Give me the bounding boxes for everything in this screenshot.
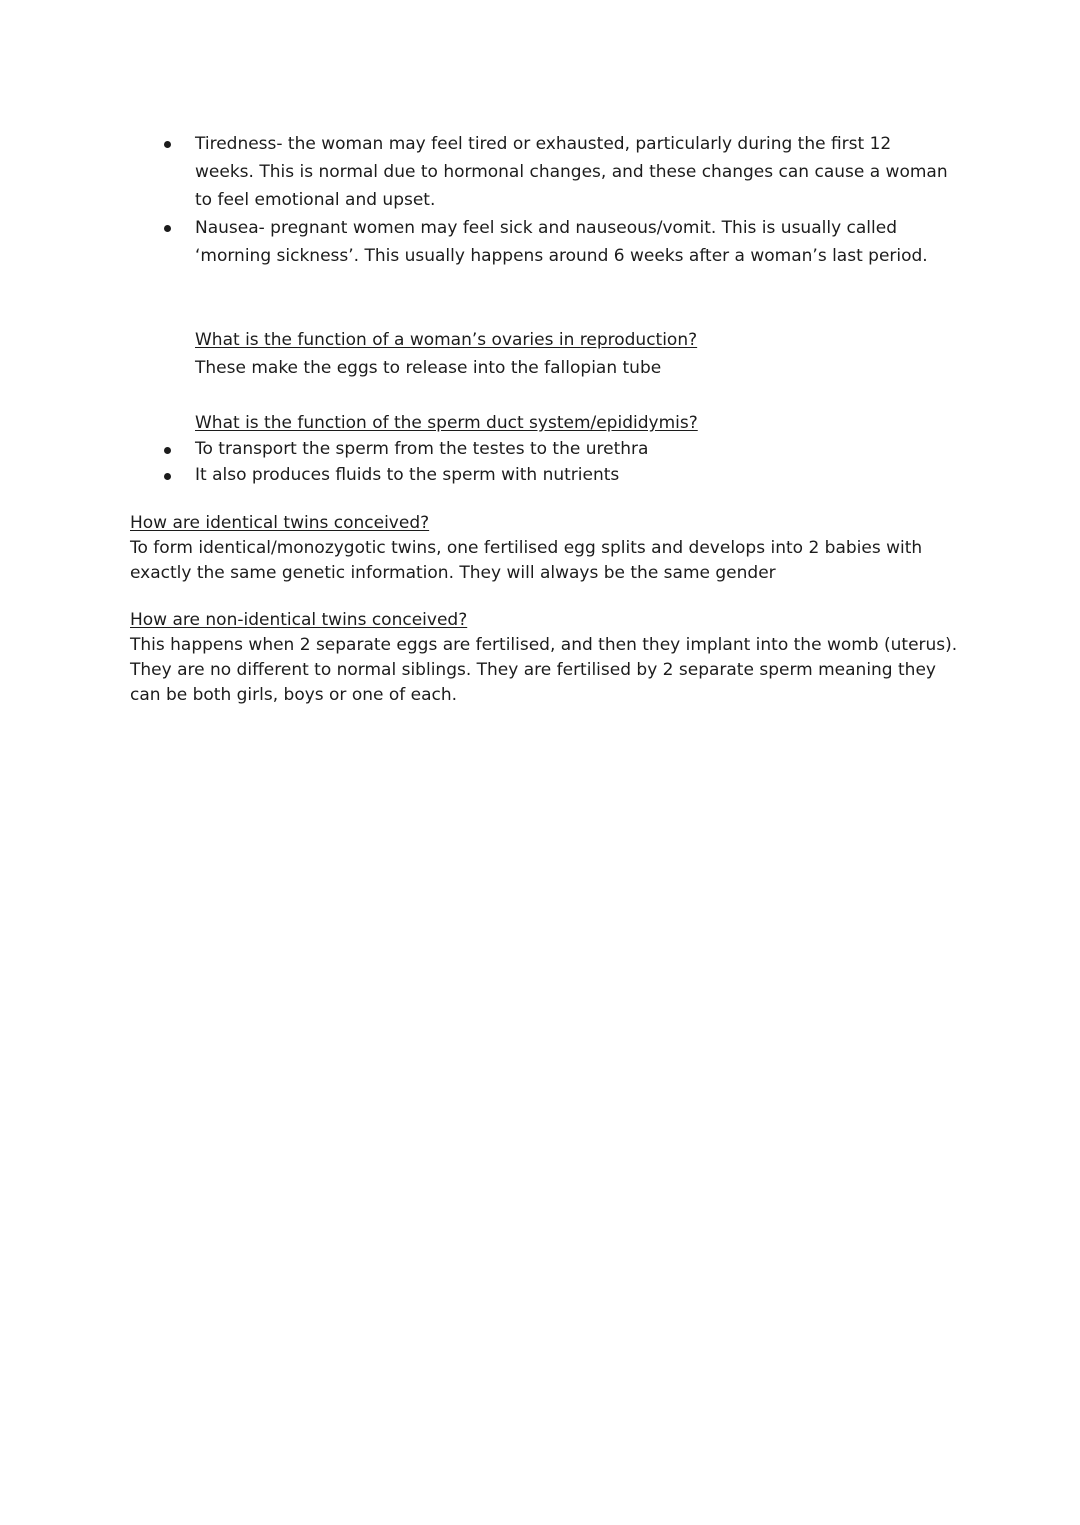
bullet-icon <box>164 447 171 454</box>
bullet-icon <box>164 225 171 232</box>
bullet-icon <box>164 473 171 480</box>
sperm-duct-question: What is the function of the sperm duct system/epididymis? <box>195 413 698 433</box>
sperm-duct-answer-fluids: It also produces fluids to the sperm with nutrients <box>195 465 620 485</box>
symptom-nausea-text: Nausea- pregnant women may feel sick and nauseous/vomit. This is usually called ‘morning sickness’. This usually happens around 6 weeks after a woman’s last period. <box>195 218 928 266</box>
ovaries-question: What is the function of a woman’s ovaries in reproduction? <box>195 330 698 350</box>
non-identical-twins-answer: This happens when 2 separate eggs are fertilised, and then they implant into the womb (uterus). They are no different to normal siblings. They are fertilised by 2 separate sperm meaning they can be both girls, boys or one of each. <box>130 635 958 705</box>
ovaries-answer: These make the eggs to release into the fallopian tube <box>195 358 662 378</box>
identical-twins-section <box>130 511 960 586</box>
list-item <box>195 214 955 270</box>
list-item <box>195 462 955 488</box>
list-item <box>195 436 955 462</box>
sperm-duct-answer-transport: To transport the sperm from the testes to the urethra <box>195 439 649 459</box>
symptom-tiredness-text: Tiredness- the woman may feel tired or exhausted, particularly during the first 12 weeks. This is normal due to hormonal changes, and these changes can cause a woman to feel emotional and upset. <box>195 134 948 210</box>
list-item <box>195 130 955 214</box>
ovaries-section <box>195 326 955 382</box>
sperm-duct-section <box>195 410 955 488</box>
bullet-icon <box>164 141 171 148</box>
sperm-duct-answers <box>195 436 955 488</box>
symptoms-list <box>195 130 955 270</box>
non-identical-twins-question: How are non-identical twins conceived? <box>130 610 468 630</box>
non-identical-twins-section <box>130 608 960 708</box>
identical-twins-question: How are identical twins conceived? <box>130 513 430 533</box>
identical-twins-answer: To form identical/monozygotic twins, one fertilised egg splits and develops into 2 babies with exactly the same genetic information. They will always be the same gender <box>130 538 923 583</box>
